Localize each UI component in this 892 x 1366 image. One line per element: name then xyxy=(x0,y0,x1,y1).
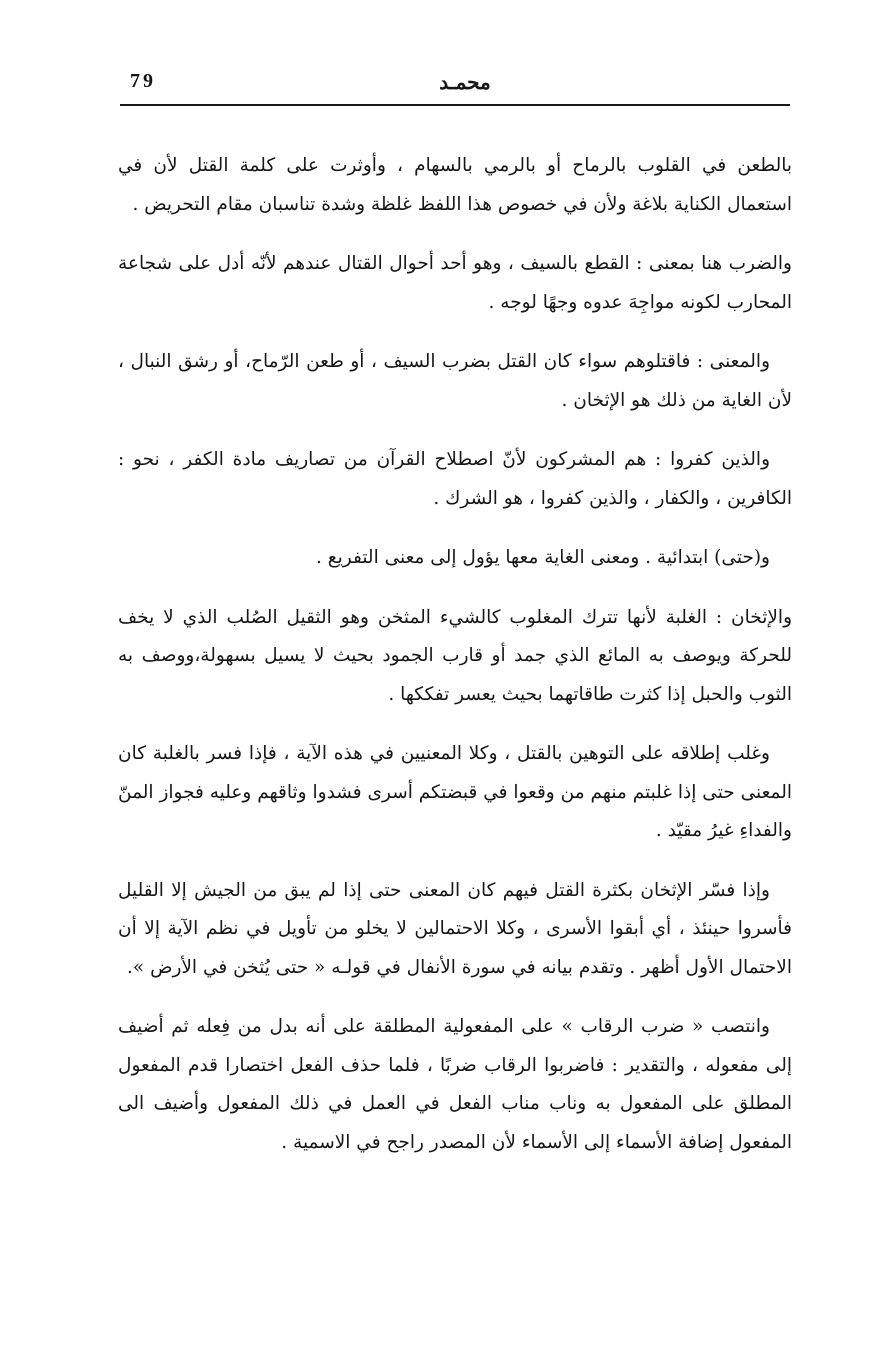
body-text xyxy=(118,147,792,1162)
paragraph: والإثخان : الغلبة لأنها تترك المغلوب كالشيء المثخن وهو الثقيل الصُلب الذي لا يخف للحركة ويوصف به المائع الذي جمد أو قارب الجمود بحيث لا يسيل بسهولة،ووصف به الثوب والحبل إذا كثرت طاقاتهما بحيث يعسر تفككها . xyxy=(118,606,792,705)
paragraph: والضرب هنا بمعنى : القطع بالسيف ، وهو أحد أحوال القتال عندهم لأنّه أدل على شجاعة المحارب لكونه مواجِهَ عدوه وجهًا لوجه . xyxy=(118,253,792,313)
paragraph: والذين كفروا : هم المشركون لأنّ اصطلاح القرآن من تصاريف مادة الكفر ، نحو : الكافرين ، والكفار ، والذين كفروا ، هو الشرك . xyxy=(118,449,792,509)
paragraph: و(حتى) ابتدائية . ومعنى الغاية معها يؤول إلى معنى التفريع . xyxy=(316,547,770,568)
paragraph: وإذا فسّر الإثخان بكثرة القتل فيهم كان المعنى حتى إذا لم يبق من الجيش إلا القليل فأسروا حينئذ ، أي أبقوا الأسرى ، وكلا الاحتمالين لا يخلو من تأويل في نظم الآية إلا أن الاحتمال الأول أظهر . وتقدم بيانه في سورة الأنفال في قولـه « حتى يُثخن في الأرض ». xyxy=(118,879,792,978)
page-number: 79 xyxy=(130,70,156,92)
running-title: محمـد xyxy=(439,70,491,94)
page-header xyxy=(120,64,790,106)
paragraph: بالطعن في القلوب بالرماح أو بالرمي بالسهام ، وأوثرت على كلمة القتل لأن في استعمال الكناية بلاغة ولأن في خصوص هذا اللفظ غلظة وشدة تناسبان مقام التحريض . xyxy=(118,155,792,215)
paragraph: وغلب إطلاقه على التوهين بالقتل ، وكلا المعنيين في هذه الآية ، فإذا فسر بالغلبة كان المعنى حتى إذا غلبتم منهم من وقعوا في قبضتكم أسرى فشدوا وثاقهم وعليه فجواز المنّ والفداءِ غيرُ مقيّد . xyxy=(118,743,792,841)
paragraph: والمعنى : فاقتلوهم سواء كان القتل بضرب السيف ، أو طعن الرّماح، أو رشق النبال ، لأن الغاية من ذلك هو الإثخان . xyxy=(118,351,792,411)
paragraph: وانتصب « ضرب الرقاب » على المفعولية المطلقة على أنه بدل من فِعله ثم أضيف إلى مفعوله ، والتقدير : فاضربوا الرقاب ضربًا ، فلما حذف الفعل اختصارا قدم المفعول المطلق على المفعول به وناب مناب الفعل في العمل في ذلك المفعول وأضيف الى المفعول إضافة الأسماء إلى الأسماء لأن المصدر راجح في الاسمية . xyxy=(118,1016,792,1153)
